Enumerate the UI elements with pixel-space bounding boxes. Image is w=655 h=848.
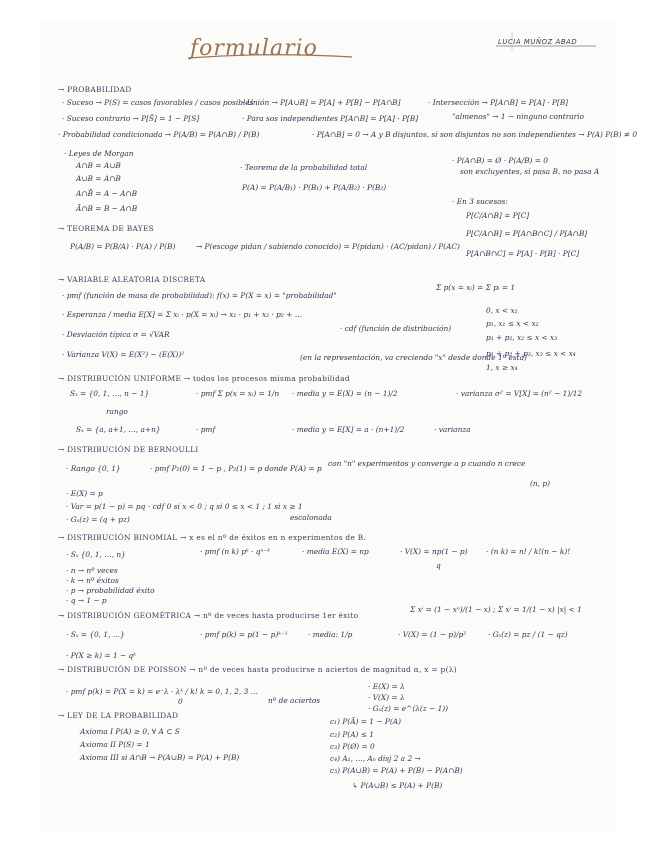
section-heading: → DISTRIBUCIÓN GEOMÉTRICA → nº de veces hasta producirse 1er éxito — [58, 611, 359, 620]
section-heading: → LEY DE LA PROBABILIDAD — [58, 711, 179, 720]
note-line: (n, p) — [530, 479, 550, 488]
note-line: · Gₓ(z) = (q + pz) — [66, 515, 130, 524]
note-line: c₅) P(A∪B) = P(A) + P(B) − P(A∩B) — [330, 766, 463, 775]
note-line: Axioma III si A∩B → P(A∪B) = P(A) + P(B) — [80, 753, 240, 762]
note-line: · P(X ≥ k) = 1 − qᵏ — [66, 651, 136, 660]
note-line: · p → probabilidad éxito — [66, 586, 155, 595]
section-heading: → PROBABILIDAD — [58, 85, 132, 94]
section-heading: → DISTRIBUCIÓN DE BERNOULLI — [58, 445, 199, 454]
author-name: LUCIA MUÑOZ ABAD — [498, 38, 578, 46]
note-line: · varianza σ² = V[X] = (n² − 1)/12 — [456, 389, 583, 398]
note-line: · V(X) = (1 − p)/p² — [398, 630, 467, 639]
note-line: P(A) = P(A/B₁) · P(B₁) + P(A/B₂) · P(B₂) — [242, 183, 387, 192]
note-line: · q → 1 − p — [66, 596, 107, 605]
note-line: · Teorema de la probabilidad total — [240, 163, 368, 172]
note-line: Sₓ = {a, a+1, …, a+n} — [76, 425, 161, 434]
section-heading: → TEOREMA DE BAYES — [58, 224, 155, 233]
note-line: · Gₓ(z) = e^(λ(z − 1)) — [368, 704, 449, 713]
note-line: · En 3 sucesos: — [452, 197, 508, 206]
note-line: c₂) P(A) ≤ 1 — [330, 730, 375, 739]
note-line: son excluyentes, si pasa B, no pasa A — [460, 167, 600, 176]
note-line: · P[A∩B] = 0 → A y B disjuntos, si son disjuntos no son independientes → P(A) P(B) ≠ 0 — [312, 130, 638, 139]
note-line: Ā∩B = B − A∩B — [76, 204, 138, 213]
note-line: (en la representación, va creciendo "x" desde donde 1º está) — [300, 353, 527, 362]
note-line: · Sₓ {0, 1, …, n} — [66, 550, 126, 559]
note-line: rango — [106, 407, 128, 416]
note-line: · n → nº veces — [66, 566, 118, 575]
note-line: · pmf — [196, 425, 216, 434]
note-line: Axioma I P(A) ≥ 0, ∀ A ⊂ S — [80, 727, 180, 736]
note-line: Axioma II P(S) = 1 — [80, 740, 150, 749]
note-line: · Sₓ = {0, 1, …} — [66, 630, 125, 639]
note-line: 0 — [178, 697, 183, 706]
note-line: Σ p(x = xᵢ) = Σ pᵢ = 1 — [436, 283, 516, 292]
note-line: · Leyes de Morgan — [64, 149, 134, 158]
note-line: · varianza — [434, 425, 471, 434]
note-line: ↳ P(A∪B) ≤ P(A) + P(B) — [352, 781, 443, 790]
note-line: P[C/A∩B] = P[C] — [466, 211, 530, 220]
note-line: · Desviación típica σ = √VAR — [62, 330, 170, 339]
note-line: A∩B = A∪B — [76, 161, 121, 170]
note-line: · V(X) = np(1 − p) — [400, 547, 468, 556]
note-line: · pmf p(k) = p(1 − p)ᵏ⁻¹ — [200, 630, 288, 639]
note-line: A∩B̄ = A − A∩B — [76, 189, 138, 198]
note-line: · Para sos independientes P[A∩B] = P[A] · P[B] — [242, 114, 419, 123]
note-line: 0, x < x₁ — [486, 306, 518, 315]
note-line: · media: 1/p — [308, 630, 353, 639]
note-line: · k → nº éxitos — [66, 576, 119, 585]
note-line: · Suceso contrario → P[S̄] = 1 − P[S] — [62, 114, 200, 123]
section-heading: → DISTRIBUCIÓN DE POISSON → nº de veces hasta producirse n aciertos de magnitud α, x = p(λ) — [58, 665, 457, 674]
note-line: · pmf p(k) = P(X = k) = e⁻λ · λᵏ / k! k = 0, 1, 2, 3 … — [66, 687, 259, 696]
note-line: · V(X) = λ — [368, 693, 405, 702]
note-line: p₁ + p₂, x₂ ≤ x < x₃ — [486, 333, 558, 342]
note-line: P[A∩B∩C] = P[A] · P[B] · P[C] — [466, 249, 580, 258]
page-title: formulario — [190, 36, 318, 61]
note-line: · media y = E[X] = a · (n+1)/2 — [292, 425, 405, 434]
note-line: · E(X) = p — [66, 489, 103, 498]
note-line: · cdf 0 si x < 0 ; q si 0 ≤ x < 1 ; 1 si x ≥ 1 — [148, 502, 303, 511]
note-line: · P(A∩B) = Ø · P(A/B) = 0 — [452, 156, 548, 165]
note-line: p₁, x₁ ≤ x < x₂ — [486, 319, 539, 328]
note-line: · Rango {0, 1} — [66, 464, 121, 473]
note-line: c₁) P(Ā) = 1 − P(A) — [330, 717, 401, 726]
note-line: · (n k) = n! / k!(n − k)! — [486, 547, 571, 556]
note-line: · Esperanza / media E[X] = Σ xᵢ · p(X = xᵢ) → x₁ · p₁ + x₂ · p₂ + … — [62, 310, 303, 319]
note-line: p₁ + p₂ + p₃, x₃ ≤ x < x₄ — [486, 349, 576, 358]
note-line: · media y = E(X) = (n − 1)/2 — [292, 389, 398, 398]
note-line: · pmf Σ p(x = xᵢ) = 1/n — [196, 389, 280, 398]
note-line: "almenos" → 1 − ninguno contrario — [452, 112, 584, 121]
note-line: con "n" experimentos y converge a p cuando n crece — [328, 459, 526, 468]
section-heading: → DISTRIBUCIÓN BINOMIAL → x es el nº de éxitos en n experimentos de B. — [58, 533, 367, 542]
note-line: c₃) P(Ø) = 0 — [330, 742, 375, 751]
note-line: Σ xⁱ = (1 − xⁿ)/(1 − x) ; Σ xⁱ = 1/(1 − x) |x| < 1 — [410, 605, 582, 614]
note-line: · Suceso → P(S) = casos favorables / casos posibles — [62, 98, 254, 107]
section-heading: → VARIABLE ALEATORIA DISCRETA — [58, 275, 206, 284]
note-line: · pmf (n k) pᵏ · qⁿ⁻ᵏ — [200, 547, 271, 556]
section-heading: → DISTRIBUCIÓN UNIFORME → todos los procesos misma probabilidad — [58, 374, 350, 383]
title-underline — [188, 55, 352, 58]
note-line: · Probabilidad condicionada → P(A/B) = P(A∩B) / P(B) — [58, 130, 260, 139]
note-line: · Var = p(1 − p) = pq — [66, 502, 146, 511]
note-line: · Varianza V(X) = E(X²) − (E(X))² — [62, 350, 185, 359]
note-line: · Unión → P[A∪B] = P[A] + P[B] − P[A∩B] — [242, 98, 401, 107]
note-line: q — [436, 561, 441, 570]
note-line: A∪B = A∩B — [76, 174, 121, 183]
note-line: · Intersección → P[A∩B] = P[A] · P[B] — [428, 98, 569, 107]
note-line: · pmf (función de masa de probabilidad): f(x) = P(X = x) = "probabilidad" — [62, 291, 337, 300]
note-line: · pmf P₂(0) = 1 − p , P₂(1) = p donde P(A) = p — [150, 464, 322, 473]
note-line: P[C/A∩B] = P[A∩B∩C] / P[A∩B] — [466, 229, 588, 238]
note-line: escalonada — [290, 513, 332, 522]
note-line: P(A/B) = P(B/A) · P(A) / P(B) — [70, 242, 176, 251]
note-line: 1, x ≥ x₄ — [486, 363, 518, 372]
note-line: c₄) A₁, …, Aₙ disj 2 a 2 → — [330, 754, 421, 763]
note-line: Sₓ = {0, 1, …, n − 1} — [70, 389, 150, 398]
note-line: · media E(X) = np — [302, 547, 369, 556]
note-line: · E(X) = λ — [368, 682, 405, 691]
note-line: · Gₓ(z) = pz / (1 − qz) — [488, 630, 568, 639]
note-line: nº de aciertos — [268, 696, 321, 705]
note-line: → P(escoge pidan / sabiendo conocido) = P(pidan) · (AC/pidan) / P(AC) — [196, 242, 460, 251]
note-line: · cdf (función de distribución) — [340, 324, 452, 333]
